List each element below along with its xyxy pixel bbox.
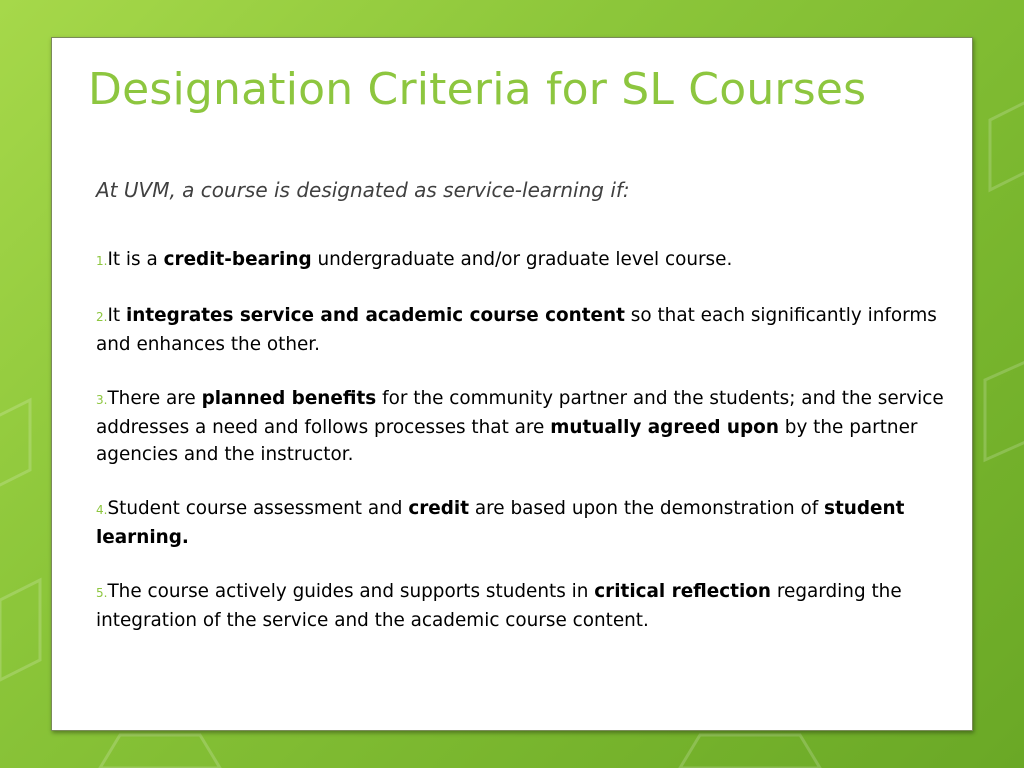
criterion-bold-text: credit <box>408 498 470 519</box>
criterion-item <box>96 495 946 551</box>
criterion-item <box>96 385 946 468</box>
slide-title: Designation Criteria for SL Courses <box>88 64 867 115</box>
criterion-text: undergraduate and/or graduate level course. <box>311 249 733 270</box>
criterion-bold-text: mutually agreed upon <box>550 417 779 438</box>
criterion-text: Student course assessment and <box>107 498 409 519</box>
criterion-bold-text: student learning. <box>96 498 905 548</box>
slide-subtitle: At UVM, a course is designated as service-learning if: <box>96 178 630 202</box>
criterion-text: It <box>107 305 126 326</box>
criterion-text: by the partner agencies and the instructor. <box>96 417 918 465</box>
criterion-bold-text: credit-bearing <box>163 249 312 270</box>
criterion-number: 3. <box>96 393 108 407</box>
criterion-text: It is a <box>107 249 164 270</box>
criterion-number: 4. <box>96 503 108 517</box>
slide-panel <box>51 37 973 731</box>
criterion-text: The course actively guides and supports students in <box>107 581 595 602</box>
criterion-text: so that each significantly informs and enhances the other. <box>96 305 937 355</box>
criterion-number: 1. <box>96 254 108 268</box>
criterion-item <box>96 578 946 634</box>
criterion-number: 2. <box>96 310 108 324</box>
criterion-item <box>96 302 946 358</box>
criterion-item <box>96 246 946 275</box>
criterion-text: There are <box>107 388 202 409</box>
criterion-bold-text: critical reflection <box>594 581 772 602</box>
criterion-text: are based upon the demonstration of <box>469 498 825 519</box>
criterion-text: regarding the integration of the service and the academic course content. <box>96 581 902 631</box>
criterion-bold-text: integrates service and academic course content <box>125 305 625 326</box>
criterion-number: 5. <box>96 586 108 600</box>
criterion-bold-text: planned benefits <box>201 388 377 409</box>
criterion-text: for the community partner and the students; and the service addresses a need and follows processes that are <box>96 388 944 438</box>
criteria-list <box>96 246 946 661</box>
